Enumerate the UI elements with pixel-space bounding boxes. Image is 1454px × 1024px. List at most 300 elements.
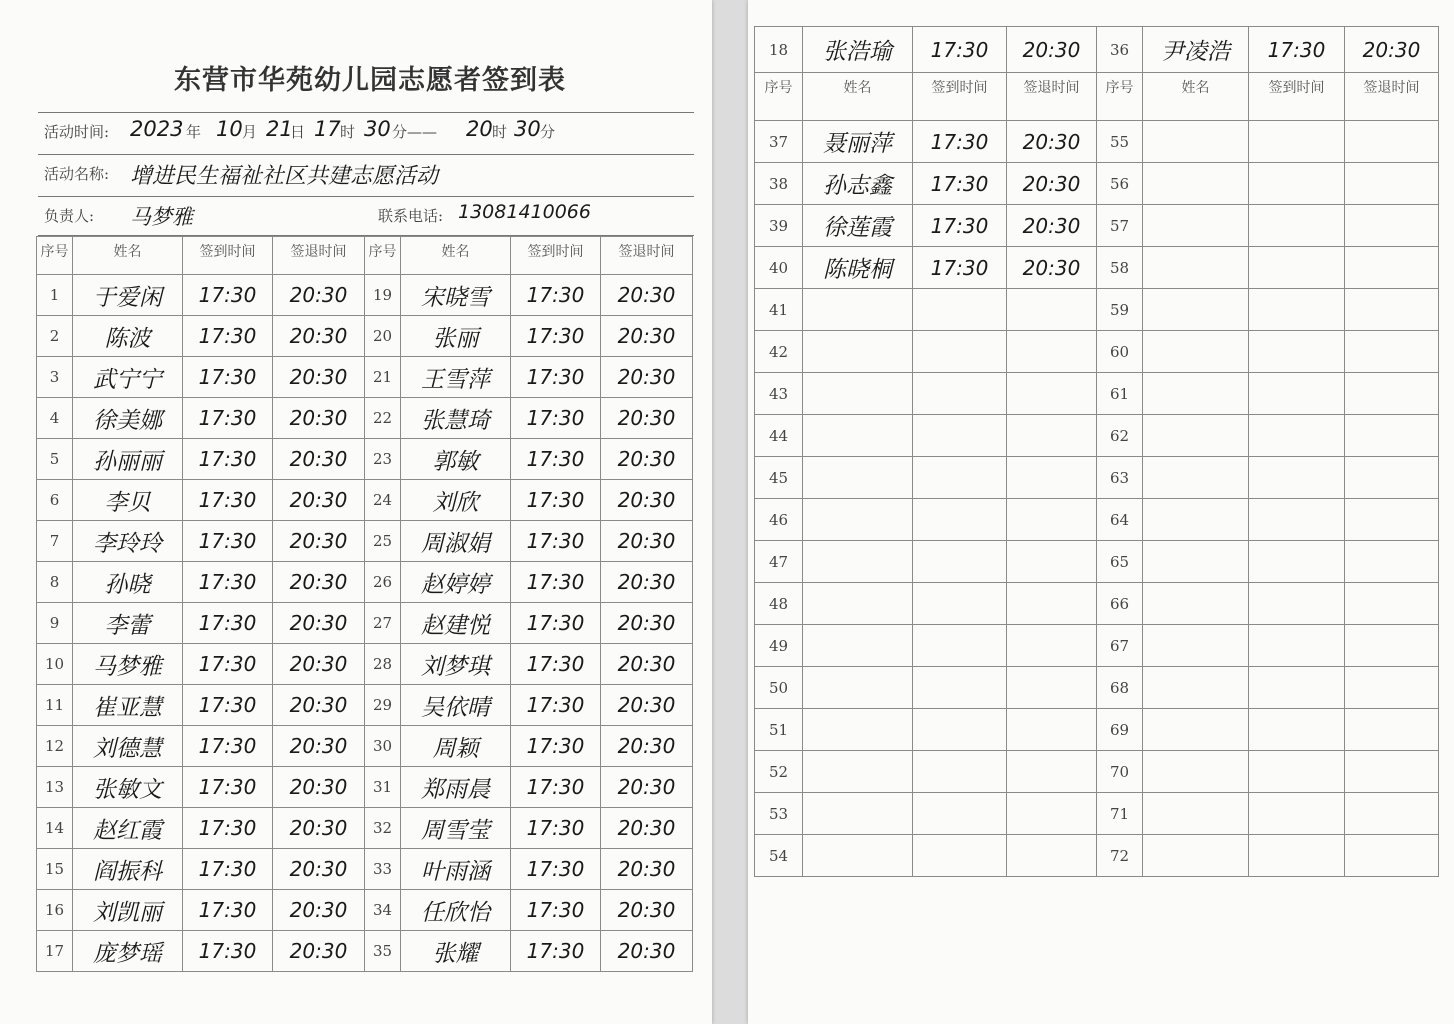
sign-out-time: 20:30 [273,562,365,603]
volunteer-signature: 任欣怡 [401,890,511,931]
sign-in-time: 17:30 [1249,27,1345,73]
sign-out-time: 20:30 [601,275,693,316]
sign-out-time: 20:30 [601,685,693,726]
row-no: 46 [755,499,803,541]
volunteer-signature: 孙志鑫 [803,163,913,205]
sign-out-time: 20:30 [273,890,365,931]
sign-in-time [913,835,1007,877]
volunteer-signature: 李玲玲 [73,521,183,562]
volunteer-signature: 马梦雅 [73,644,183,685]
table-row [37,398,693,439]
sign-in-time: 17:30 [511,726,601,767]
sign-in-time: 17:30 [183,808,273,849]
row-no: 30 [365,726,401,767]
sign-in-time [1249,373,1345,415]
volunteer-signature: 宋晓雪 [401,275,511,316]
header-name: 姓名 [73,237,183,275]
table-row [37,726,693,767]
sign-in-time: 17:30 [511,890,601,931]
row-no: 67 [1097,625,1143,667]
sign-in-time: 17:30 [183,644,273,685]
volunteer-signature [1143,331,1249,373]
volunteer-signature [803,667,913,709]
sign-out-time [1345,205,1439,247]
sign-in-time: 17:30 [511,275,601,316]
volunteer-signature: 崔亚慧 [73,685,183,726]
sign-in-time: 17:30 [183,275,273,316]
sign-out-time: 20:30 [601,603,693,644]
sign-out-time: 20:30 [601,767,693,808]
row-no: 14 [37,808,73,849]
sign-in-time: 17:30 [183,726,273,767]
sign-out-time [1345,793,1439,835]
sign-in-time [1249,163,1345,205]
sign-in-time: 17:30 [183,521,273,562]
volunteer-signature [1143,457,1249,499]
row-no: 25 [365,521,401,562]
year-unit: 年 [186,123,202,141]
row-no: 24 [365,480,401,521]
activity-year: 2023 [130,117,184,141]
volunteer-signature: 阎振科 [73,849,183,890]
header-sign-out: 签退时间 [601,237,693,275]
volunteer-signature: 徐美娜 [73,398,183,439]
sign-out-time: 20:30 [273,685,365,726]
sign-out-time: 20:30 [273,439,365,480]
row-no: 10 [37,644,73,685]
sign-out-time [1007,499,1097,541]
sign-out-time [1345,457,1439,499]
row-no: 1 [37,275,73,316]
row-no: 21 [365,357,401,398]
sign-in-time [913,457,1007,499]
row-no: 50 [755,667,803,709]
sign-out-time: 20:30 [601,398,693,439]
row-no: 23 [365,439,401,480]
sign-in-time [913,331,1007,373]
row-no: 13 [37,767,73,808]
volunteer-signature [1143,667,1249,709]
sign-out-time: 20:30 [601,726,693,767]
sign-in-time [913,667,1007,709]
row-no: 6 [37,480,73,521]
sign-in-time: 17:30 [511,562,601,603]
row-no: 45 [755,457,803,499]
sign-out-time: 20:30 [601,808,693,849]
row-no: 59 [1097,289,1143,331]
sign-out-time: 20:30 [601,562,693,603]
table-row [37,480,693,521]
hour-unit: 时 [340,123,356,141]
table-row [37,521,693,562]
end-minute-unit: 分 [540,123,556,141]
volunteer-signature [1143,247,1249,289]
sign-out-time [1007,331,1097,373]
row-no: 28 [365,644,401,685]
sign-in-time: 17:30 [511,603,601,644]
sign-in-time [913,541,1007,583]
sign-in-time [1249,583,1345,625]
sign-in-sheet-left [0,0,712,1024]
row-no: 64 [1097,499,1143,541]
sign-in-time: 17:30 [511,644,601,685]
row-no: 56 [1097,163,1143,205]
sign-out-time: 20:30 [273,480,365,521]
activity-time-row [38,112,694,154]
sign-out-time: 20:30 [273,767,365,808]
sign-out-time: 20:30 [273,316,365,357]
volunteer-signature [803,583,913,625]
sign-out-time [1007,457,1097,499]
sign-out-time [1007,289,1097,331]
volunteer-signature: 王雪萍 [401,357,511,398]
sign-in-time [1249,457,1345,499]
sign-in-time: 17:30 [913,247,1007,289]
sign-out-time [1007,415,1097,457]
row-no: 48 [755,583,803,625]
sign-in-time [1249,499,1345,541]
sign-out-time: 20:30 [1345,27,1439,73]
activity-day: 21 [266,117,293,141]
sign-out-time [1345,625,1439,667]
volunteer-signature [1143,289,1249,331]
table-row [755,499,1439,541]
volunteer-signature [1143,541,1249,583]
sign-out-time: 20:30 [273,808,365,849]
table-row [755,205,1439,247]
volunteer-signature [803,709,913,751]
contact-label: 联系电话: [378,207,444,225]
activity-name-value: 增进民生福祉社区共建志愿活动 [130,164,439,189]
table-row [37,685,693,726]
sign-in-time: 17:30 [913,27,1007,73]
sign-in-time: 17:30 [511,357,601,398]
volunteer-signature [1143,121,1249,163]
sign-in-time [1249,205,1345,247]
row-no: 60 [1097,331,1143,373]
sign-in-time: 17:30 [511,685,601,726]
volunteer-signature [803,835,913,877]
volunteer-signature: 郑雨晨 [401,767,511,808]
sign-in-time: 17:30 [183,767,273,808]
sign-out-time: 20:30 [273,398,365,439]
sign-in-time: 17:30 [183,439,273,480]
table-row [37,931,693,972]
sign-out-time [1345,709,1439,751]
row-no: 41 [755,289,803,331]
sign-out-time [1007,835,1097,877]
sign-in-time: 17:30 [183,849,273,890]
sign-out-time [1345,289,1439,331]
header-no: 序号 [37,237,73,275]
row-no: 29 [365,685,401,726]
volunteer-signature [1143,583,1249,625]
sign-in-time [1249,835,1345,877]
table-row [37,316,693,357]
header-sign-out: 签退时间 [273,237,365,275]
row-no: 11 [37,685,73,726]
table-row [755,121,1439,163]
table-row [755,583,1439,625]
person-in-charge-value: 马梦雅 [130,205,193,229]
row-no: 22 [365,398,401,439]
row-no: 53 [755,793,803,835]
sign-out-time: 20:30 [273,849,365,890]
sign-out-time: 20:30 [1007,121,1097,163]
table-row [37,849,693,890]
row-no: 55 [1097,121,1143,163]
sign-in-time: 17:30 [511,398,601,439]
volunteer-signature [803,457,913,499]
sign-out-time [1345,667,1439,709]
table-row [755,415,1439,457]
volunteer-signature: 刘德慧 [73,726,183,767]
volunteer-signature: 赵红霞 [73,808,183,849]
volunteer-signature [803,289,913,331]
person-in-charge-label: 负责人: [44,207,95,225]
table-row [755,27,1439,73]
table-row [37,890,693,931]
sign-in-time: 17:30 [183,562,273,603]
activity-time-label: 活动时间: [44,123,110,141]
sign-out-time: 20:30 [601,357,693,398]
table-row [37,767,693,808]
volunteer-signature: 吴依晴 [401,685,511,726]
row-no: 43 [755,373,803,415]
sign-out-time [1345,583,1439,625]
volunteer-signature: 孙丽丽 [73,439,183,480]
header-sign-out: 签退时间 [1345,73,1439,121]
sign-out-time [1345,499,1439,541]
sign-in-time: 17:30 [511,439,601,480]
table-row [755,751,1439,793]
sign-in-table-left [36,236,693,972]
sign-out-time: 20:30 [601,931,693,972]
row-no: 9 [37,603,73,644]
volunteer-signature [803,793,913,835]
sign-out-time [1345,121,1439,163]
volunteer-signature [803,331,913,373]
sign-in-time [1249,121,1345,163]
sign-in-time: 17:30 [511,767,601,808]
sign-out-time [1345,331,1439,373]
table-row [755,793,1439,835]
volunteer-signature [1143,163,1249,205]
sign-in-time: 17:30 [511,849,601,890]
row-no: 33 [365,849,401,890]
sign-out-time [1345,247,1439,289]
table-row [755,331,1439,373]
table-row [755,289,1439,331]
table-row [755,247,1439,289]
row-no: 8 [37,562,73,603]
volunteer-signature [1143,709,1249,751]
header-no: 序号 [1097,73,1143,121]
sign-in-time [913,289,1007,331]
sign-out-time [1345,541,1439,583]
start-minute: 30 [364,117,391,141]
row-no: 15 [37,849,73,890]
row-no: 61 [1097,373,1143,415]
table-row [755,541,1439,583]
table-row [755,709,1439,751]
sign-in-time [1249,667,1345,709]
sign-out-time [1007,625,1097,667]
sign-out-time: 20:30 [601,439,693,480]
sign-in-sheet-right [748,0,1454,1024]
table-row [755,373,1439,415]
row-no: 47 [755,541,803,583]
end-minute: 30 [514,117,541,141]
volunteer-signature: 周雪莹 [401,808,511,849]
row-no: 66 [1097,583,1143,625]
minute-unit: 分—— [392,123,438,141]
sign-in-time [1249,331,1345,373]
row-no: 2 [37,316,73,357]
sign-in-time: 17:30 [511,931,601,972]
row-no: 62 [1097,415,1143,457]
header-name: 姓名 [1143,73,1249,121]
table-row [37,808,693,849]
sign-in-time: 17:30 [511,521,601,562]
row-no: 58 [1097,247,1143,289]
row-no: 65 [1097,541,1143,583]
sign-out-time [1007,793,1097,835]
sign-out-time [1007,541,1097,583]
volunteer-signature: 聂丽萍 [803,121,913,163]
row-no: 63 [1097,457,1143,499]
sign-in-time [913,373,1007,415]
activity-name-label: 活动名称: [44,165,110,183]
table-header-row [37,237,693,275]
sign-in-time [1249,625,1345,667]
volunteer-signature [1143,205,1249,247]
sign-in-time: 17:30 [183,931,273,972]
sign-out-time: 20:30 [1007,27,1097,73]
sign-in-time [913,625,1007,667]
sign-out-time: 20:30 [273,275,365,316]
sign-in-time [913,793,1007,835]
sign-in-time [913,583,1007,625]
volunteer-signature [1143,793,1249,835]
volunteer-signature: 张慧琦 [401,398,511,439]
sign-in-time [913,499,1007,541]
volunteer-signature [1143,415,1249,457]
header-name: 姓名 [401,237,511,275]
activity-name-row [38,154,694,196]
row-no: 12 [37,726,73,767]
row-no: 38 [755,163,803,205]
volunteer-signature: 徐莲霞 [803,205,913,247]
row-no: 19 [365,275,401,316]
table-row [37,275,693,316]
sign-out-time: 20:30 [601,521,693,562]
volunteer-signature [1143,625,1249,667]
sign-in-time: 17:30 [183,480,273,521]
volunteer-signature: 李贝 [73,480,183,521]
sign-out-time: 20:30 [1007,205,1097,247]
row-no: 7 [37,521,73,562]
volunteer-signature [803,499,913,541]
row-no: 54 [755,835,803,877]
row-no: 31 [365,767,401,808]
table-row [755,457,1439,499]
sign-out-time [1345,415,1439,457]
volunteer-signature: 刘梦琪 [401,644,511,685]
header-no: 序号 [755,73,803,121]
row-no: 49 [755,625,803,667]
volunteer-signature: 孙晓 [73,562,183,603]
row-no: 20 [365,316,401,357]
sign-in-time [913,709,1007,751]
header-sign-in: 签到时间 [1249,73,1345,121]
row-no: 4 [37,398,73,439]
row-no: 36 [1097,27,1143,73]
sign-out-time [1345,835,1439,877]
volunteer-signature: 张敏文 [73,767,183,808]
sign-out-time: 20:30 [601,890,693,931]
sign-in-time: 17:30 [511,480,601,521]
sign-in-time [913,751,1007,793]
sign-out-time [1007,667,1097,709]
sign-in-time: 17:30 [183,316,273,357]
row-no: 57 [1097,205,1143,247]
volunteer-signature: 武宁宁 [73,357,183,398]
volunteer-signature: 张耀 [401,931,511,972]
sign-out-time: 20:30 [273,521,365,562]
sign-out-time: 20:30 [273,931,365,972]
contact-value: 13081410066 [458,201,591,223]
volunteer-signature: 周颖 [401,726,511,767]
row-no: 52 [755,751,803,793]
sign-out-time: 20:30 [1007,247,1097,289]
day-unit: 日 [290,123,306,141]
volunteer-signature: 郭敏 [401,439,511,480]
volunteer-signature [1143,499,1249,541]
table-row [37,562,693,603]
sign-in-time [1249,415,1345,457]
table-row [755,667,1439,709]
volunteer-signature: 于爱闲 [73,275,183,316]
sign-in-time: 17:30 [183,603,273,644]
sign-out-time: 20:30 [273,357,365,398]
sign-in-time [1249,709,1345,751]
table-row [37,357,693,398]
row-no: 69 [1097,709,1143,751]
sign-out-time [1007,709,1097,751]
table-row [755,625,1439,667]
sign-in-time: 17:30 [183,357,273,398]
volunteer-signature [803,541,913,583]
table-row [37,603,693,644]
sign-out-time [1345,163,1439,205]
volunteer-signature [1143,751,1249,793]
sign-out-time: 20:30 [273,644,365,685]
row-no: 16 [37,890,73,931]
row-no: 27 [365,603,401,644]
volunteer-signature: 赵婷婷 [401,562,511,603]
person-in-charge-row [38,196,694,236]
sign-in-time: 17:30 [183,398,273,439]
sign-out-time: 20:30 [601,849,693,890]
table-row [37,439,693,480]
row-no: 72 [1097,835,1143,877]
sign-in-time: 17:30 [511,808,601,849]
header-sign-in: 签到时间 [913,73,1007,121]
sign-in-time: 17:30 [913,205,1007,247]
volunteer-signature: 张丽 [401,316,511,357]
activity-month: 10 [216,117,243,141]
